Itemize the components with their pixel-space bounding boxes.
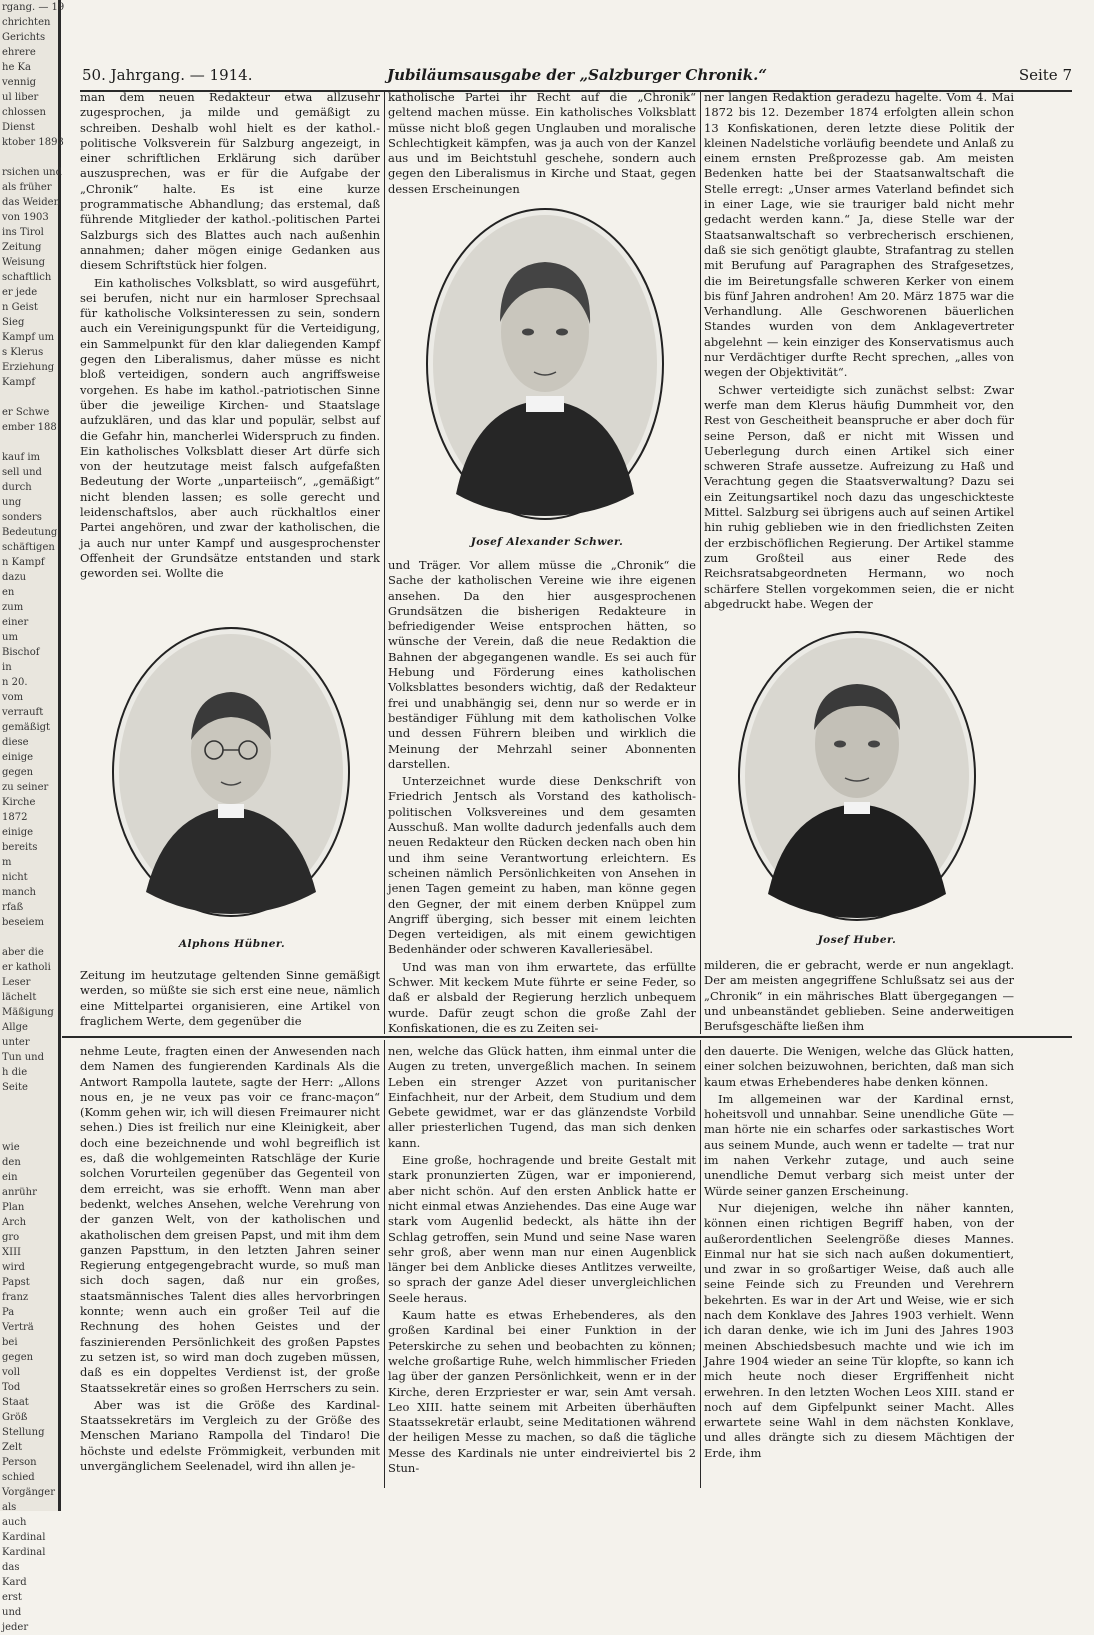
gutter-line: bei bbox=[2, 1337, 18, 1348]
gutter-line: Papst bbox=[2, 1277, 30, 1288]
gutter-line: Leser bbox=[2, 977, 31, 988]
paragraph: Schwer verteidigte sich zunächst selbst: Zwar werfe man dem Klerus häufig Dummheit vor, den Rest von Gescheitheit beanspruche er aber doch für seine Person, daß er nicht mit Wissen und Ueberlegung durch einen Artikel sich einer schweren Strafe aussetze. Aufreizung zu Haß und Verachtung gegen die Staatsverwaltung? Dazu sei ein Zeitungsartikel noch dazu das ungeschickteste Mittel. Salzburg sei übrigens auch auf seinen Artikel hin ruhig geblieben wie in den friedlichsten Zeiten der erzbischöflichen Regierung. Der Artikel stamme zum Großteil aus einer Rede des Reichsratsabgeordneten Hermann, wo noch schärfere Stellen vorgekommen seien, die er nicht abgedruckt habe. Wegen der bbox=[704, 382, 1014, 611]
gutter-line: schäftigen bbox=[2, 542, 55, 553]
gutter-line: n Kampf bbox=[2, 557, 45, 568]
header-title: Jubiläumsausgabe der „Salzburger Chronik.“ bbox=[387, 66, 767, 84]
upper-column-3-bottom bbox=[704, 958, 1014, 1036]
gutter-line: ktober 1893 bbox=[2, 137, 64, 148]
gutter-line: gro bbox=[2, 1232, 20, 1243]
gutter-line: Tun und bbox=[2, 1052, 45, 1063]
gutter-line: er Schwe bbox=[2, 407, 50, 418]
gutter-line: rgang. — 19 bbox=[2, 2, 65, 13]
gutter-line: beseiem bbox=[2, 917, 44, 928]
gutter-line: Vorgänger bbox=[2, 1487, 56, 1498]
gutter-line: erst bbox=[2, 1592, 22, 1603]
gutter-line: Zelt bbox=[2, 1442, 23, 1453]
gutter-line: ehrere bbox=[2, 47, 36, 58]
column-rule bbox=[700, 1040, 701, 1488]
gutter-line: chrichten bbox=[2, 17, 51, 28]
gutter-line: anrühr bbox=[2, 1187, 37, 1198]
paragraph: Ein katholisches Volksblatt, so wird ausgeführt, sei berufen, nicht nur ein harmloser Sprechsaal für katholische Volksinteressen zu sein, sondern auch ein Vereinigungspunkt für die Verteidigung, ein Sammelpunkt für den klar daliegenden Kampf gegen den Liberalismus, daher müsse es nicht bloß verteidigen, sondern auch angriffsweise vorgehen. Es habe im kathol.-patriotischen Sinne über die jeweilige Kirchen- und Staatslage aufzuklären, und das klar und populär, selbst auf die Gefahr hin, mancherlei Widerspruch zu finden. Ein katholisches Volksblatt dieser Art dürfe sich von der heutzutage meist falsch aufgefaßten Bedeutung der Worte „unparteiisch“, „gemäßigt“ nicht blenden lassen; es solle gerecht und leidenschaftslos, aber auch rückhaltlos einer Partei angehören, und zwar der katholischen, die ja auch nur unter Kampf und ausgesprochenster Offenheit der Grundsätze entstanden und stark geworden sei. Wollte die bbox=[80, 275, 380, 581]
gutter-line: chlossen bbox=[2, 107, 46, 118]
gutter-line bbox=[0, 435, 58, 450]
gutter-line: jeder bbox=[2, 1622, 29, 1633]
caption-josef-alexander-schwer: Josef Alexander Schwer. bbox=[470, 536, 624, 548]
lower-column-2 bbox=[388, 1044, 696, 1488]
gutter-line: n Geist bbox=[2, 302, 38, 313]
gutter-line: ein bbox=[2, 1172, 18, 1183]
upper-column-1 bbox=[80, 90, 380, 632]
gutter-line: lächelt bbox=[2, 992, 37, 1003]
gutter-line: s Klerus bbox=[2, 347, 44, 358]
gutter-line: Bedeutung bbox=[2, 527, 58, 538]
gutter-line: voll bbox=[2, 1367, 21, 1378]
gutter-line: vom bbox=[2, 692, 24, 703]
gutter-line: Größ bbox=[2, 1412, 28, 1423]
header-volume: 50. Jahrgang. — 1914. bbox=[82, 66, 253, 84]
paragraph: katholische Partei ihr Recht auf die „Chronik“ geltend machen müsse. Ein katholisches Volksblatt müsse nicht bloß gegen Unglauben und moralische Schlechtigkeit kämpfen, was ja auch von der Kanzel aus und im Beichtstuhl geschehe, sondern auch gegen den Liberalismus in Kirche und Staat, gegen dessen Erscheinungen bbox=[388, 90, 696, 196]
gutter-line: Arch bbox=[2, 1217, 27, 1228]
gutter-line: Zeitung bbox=[2, 242, 42, 253]
lower-column-1 bbox=[80, 1044, 380, 1488]
paragraph: den dauerte. Die Wenigen, welche das Glück hatten, einer solchen beizuwohnen, berichten, daß man sich kaum etwas Erhebenderes habe denken können. bbox=[704, 1044, 1014, 1089]
gutter-line: Bischof bbox=[2, 647, 40, 658]
gutter-line: schaftlich bbox=[2, 272, 52, 283]
gutter-line: gemäßigt bbox=[2, 722, 51, 733]
portrait-alphons-huebner bbox=[106, 622, 356, 922]
adjacent-page-gutter bbox=[0, 0, 65, 1633]
paragraph: Eine große, hochragende und breite Gestalt mit stark pronunzierten Zügen, war er imponierend, aber nicht schön. Auf den ersten Anblick hatte er nicht einmal etwas Anziehendes. Das eine Auge war stark vom Augenlid bedeckt, als hätte ihn der Schlag getroffen, sein Mund und seine Nase waren sehr groß, aber wenn man nur einen Augenblick länger bei dem Anblicke dieses Antlitzes verweilte, so sprach der ganze Adel dieser unvergleichlichen Seele heraus. bbox=[388, 1153, 696, 1305]
gutter-line: den bbox=[2, 1157, 21, 1168]
gutter-line bbox=[0, 1125, 58, 1140]
paragraph: und Träger. Vor allem müsse die „Chronik“ die Sache der katholischen Vereine wie ihre eigenen ansehen. Da den hier ausgesprochenen Grundsätzen die bisherigen Redakteure in befriedigender Weise entsprochen hätten, so wünsche der Verein, daß die neue Redaktion die Bahnen der abgegangenen wandle. Es sei auch für Hebung und Förderung eines katholischen Volksblattes besonders wichtig, daß der Redakteur frei und unabhängig sei, denn nur so werde er in beständiger Fühlung mit dem katholischen Volke und dessen Führern bleiben und wirklich die Meinung der Mehrzahl seiner Abonnenten darstellen. bbox=[388, 558, 696, 771]
upper-column-3-top bbox=[704, 90, 1014, 610]
gutter-line: XIII bbox=[2, 1247, 21, 1258]
gutter-line: um bbox=[2, 632, 18, 643]
portrait-image bbox=[106, 622, 356, 922]
gutter-line: durch bbox=[2, 482, 32, 493]
gutter-line: Stellung bbox=[2, 1427, 45, 1438]
paragraph: ner langen Redaktion geradezu hagelte. Vom 4. Mai 1872 bis 12. Dezember 1874 erfolgten allein schon 13 Konfiskationen, deren letzte diese Politik der kleinen Nadelstiche vorläufig beendete und Anlaß zu einem ernsten Preßprozesse gab. Am meisten Bedenken hatte bei der Staatsanwaltschaft die Stelle erregt: „Unser armes Vaterland befindet sich in einer Lage, wie sie trauriger bald nicht mehr gedacht werden kann.“ Ja, diese Stelle war der Staatsanwaltschaft so verbrecherisch erschienen, daß sie sich genötigt glaubte, Strafantrag zu stellen mit Berufung auf Paragraphen des Strafgesetzes, die im Beiretungsfalle schweren Kerker von einem bis fünf Jahren androhen! Am 20. März 1875 war die Verhandlung. Alle Geschworenen bäuerlichen Standes wurden von dem Anklagevertreter abgelehnt — kein einziger des Konservatismus auch nur Verdächtiger durfte Recht sprechen, „alles von wegen der Objektivität“. bbox=[704, 90, 1014, 380]
gutter-line: Dienst bbox=[2, 122, 35, 133]
paragraph: nehme Leute, fragten einen der Anwesenden nach dem Namen des fungierenden Kardinals Als die Antwort Rampolla lautete, sagte der Herr: „Allons nous en, je ne veux pas voir ce franc-maçon“ (Komm gehen wir, ich will diesen Freimaurer nicht sehen.) Dies ist freilich nur eine Kleinigkeit, aber doch eine bezeichnende und wohl begreiflich ist es, daß die wohlgemeinten Ratschläge der Kurie solchen Vorurteilen gegenüber das Gegenteil von dem erreicht, was sie erhofft. Wenn man aber bedenkt, welches Ansehen, welche Verehrung von der ganzen Welt, von der katholischen und akatholischen dem greisen Papst, und mit ihm dem ganzen Papsttum, in den letzten Jahren seiner Regierung entgegengebracht wurde, so muß man sich doch sagen, daß nur ein großes, staatsmännisches Talent dies alles hervorbringen konnte; wenn auch ein großer Teil auf die Rechnung des hohen Geistes und der faszinierenden Persönlichkeit des großen Papstes zu setzen ist, so wird man doch zugeben müssen, daß es ein doppeltes Verdienst ist, der große Staatssekretär eines so großen Herrschers zu sein. bbox=[80, 1044, 380, 1395]
gutter-line: Erziehung bbox=[2, 362, 55, 373]
gutter-line: in bbox=[2, 662, 12, 673]
gutter-line: als bbox=[2, 1502, 17, 1513]
gutter-line: 1872 bbox=[2, 812, 28, 823]
paragraph: milderen, die er gebracht, werde er nun angeklagt. Der am meisten angegriffene Schlußsatz sei aus der „Chronik“ in ein mährisches Blatt übergegangen — und unbeanständet geblieben. Seine anderweitigen Berufsgeschäfte ließen ihm bbox=[704, 958, 1014, 1034]
gutter-line: m bbox=[2, 857, 12, 868]
gutter-line: sell und bbox=[2, 467, 42, 478]
gutter-line bbox=[0, 150, 58, 165]
gutter-line: unter bbox=[2, 1037, 30, 1048]
gutter-line: er katholi bbox=[2, 962, 51, 973]
gutter-line: Gerichts bbox=[2, 32, 46, 43]
gutter-line: he Ka bbox=[2, 62, 31, 73]
paragraph: Aber was ist die Größe des Kardinal-Staatssekretärs im Vergleich zu der Größe des Menschen Mariano Rampolla del Tindaro! Die höchste und edelste Frömmigkeit, verbunden mit unvergänglichem Seelenadel, wird ihn allen je- bbox=[80, 1397, 380, 1474]
gutter-line: ember 188 bbox=[2, 422, 57, 433]
gutter-line: verrauft bbox=[2, 707, 44, 718]
gutter-line: ins Tirol bbox=[2, 227, 44, 238]
gutter-line: einer bbox=[2, 617, 29, 628]
gutter-line: Tod bbox=[2, 1382, 21, 1393]
gutter-line: Allge bbox=[2, 1022, 28, 1033]
gutter-line: Sieg bbox=[2, 317, 25, 328]
gutter-line: rfaß bbox=[2, 902, 24, 913]
portrait-josef-huber bbox=[732, 626, 982, 926]
gutter-line: zu seiner bbox=[2, 782, 49, 793]
gutter-line: als früher bbox=[2, 182, 52, 193]
gutter-line: franz bbox=[2, 1292, 29, 1303]
gutter-line: Weisung bbox=[2, 257, 45, 268]
caption-alphons-huebner: Alphons Hübner. bbox=[178, 938, 286, 950]
page-header bbox=[82, 60, 1072, 90]
column-rule bbox=[384, 92, 385, 1034]
upper-column-2-top bbox=[388, 90, 696, 200]
gutter-line: bereits bbox=[2, 842, 38, 853]
newspaper-page bbox=[62, 60, 1072, 1490]
column-rule bbox=[384, 1040, 385, 1488]
gutter-line: vennig bbox=[2, 77, 37, 88]
paragraph: Nur diejenigen, welche ihn näher kannten, können einen richtigen Begriff haben, von der außerordentlichen Seelengröße dieses Mannes. Einmal nur hat sie sich nach außen dokumentiert, und zwar in so großartiger Weise, daß auch alle seine Feinde sich zu Freunden und Verehrern bekehrten. Es war in der Art und Weise, wie er sich nach dem Konklave des Jahres 1903 verhielt. Wenn ich daran denke, wie ich im Juni des Jahres 1903 meinen Abschiedsbesuch machte und wie ich im Jahre 1904 wieder an seine Tür klopfte, so kann ich mich heute noch dieser Ergriffenheit nicht erwehren. In den letzten Wochen Leos XIII. stand er noch auf dem Gipfelpunkt seiner Macht. Alles erwartete seine Wahl in dem nächsten Konklave, und alles drängte sich zu diesem Mächtigen der Erde, ihm bbox=[704, 1200, 1014, 1460]
column-rule bbox=[700, 92, 701, 1034]
gutter-line: h die bbox=[2, 1067, 28, 1078]
gutter-line: einige bbox=[2, 827, 34, 838]
paragraph: Im allgemeinen war der Kardinal ernst, hoheitsvoll und unnahbar. Seine unendliche Güte — man hörte nie ein scharfes oder sarkastisches Wort aus seinem Munde, auch wenn er tadelte — trat nur im nahen Verkehr zutage, und auch seine unendliche Demut verbarg sich meist unter der Würde seiner ganzen Erscheinung. bbox=[704, 1091, 1014, 1198]
gutter-line: schied bbox=[2, 1472, 35, 1483]
gutter-line: gegen bbox=[2, 1352, 34, 1363]
gutter-line: Pa bbox=[2, 1307, 15, 1318]
gutter-line: sonders bbox=[2, 512, 42, 523]
portrait-image bbox=[420, 204, 670, 524]
gutter-line: er jede bbox=[2, 287, 38, 298]
paragraph: Zeitung im heutzutage geltenden Sinne gemäßigt werden, so müßte sie sich erst eine neue, nämlich eine Mittelpartei organisieren, eine Artikel von fraglichem Werte, dem gegenüber die bbox=[80, 968, 380, 1028]
gutter-line: Kardinal bbox=[2, 1547, 46, 1558]
gutter-line: Person bbox=[2, 1457, 37, 1468]
gutter-line: en bbox=[2, 587, 15, 598]
gutter-line bbox=[0, 390, 58, 405]
portrait-josef-alexander-schwer bbox=[420, 204, 670, 524]
gutter-line: wie bbox=[2, 1142, 20, 1153]
gutter-line bbox=[0, 1095, 58, 1110]
gutter-line: aber die bbox=[2, 947, 44, 958]
lower-column-3 bbox=[704, 1044, 1014, 1488]
gutter-line: diese bbox=[2, 737, 29, 748]
gutter-line: Kirche bbox=[2, 797, 36, 808]
gutter-line: n 20. bbox=[2, 677, 28, 688]
paragraph: Und was man von ihm erwartete, das erfüllte Schwer. Mit keckem Mute führte er seine Feder, so daß er alsbald der Regierung herzlich unbequem wurde. Dafür zeugt schon die große Zahl der Konfiskationen, die es zu Zeiten sei- bbox=[388, 959, 696, 1035]
gutter-line bbox=[0, 930, 58, 945]
section-rule bbox=[62, 1036, 1072, 1038]
gutter-line: ung bbox=[2, 497, 22, 508]
gutter-line: dazu bbox=[2, 572, 27, 583]
gutter-line: manch bbox=[2, 887, 36, 898]
gutter-line: Mäßigung bbox=[2, 1007, 54, 1018]
header-page-number: Seite 7 bbox=[1018, 66, 1072, 84]
gutter-line: Kampf um bbox=[2, 332, 55, 343]
gutter-line: von 1903 bbox=[2, 212, 49, 223]
gutter-line: auch bbox=[2, 1517, 27, 1528]
gutter-line: Plan bbox=[2, 1202, 25, 1213]
paragraph: Unterzeichnet wurde diese Denkschrift von Friedrich Jentsch als Vorstand des katholisch-politischen Volksvereines und dem gesamten Ausschuß. Man wollte dadurch jedenfalls auch dem neuen Redakteur den Rücken decken nach oben hin und ihm seine Verantwortung erleichtern. Es scheinen nämlich Persönlichkeiten von Ansehen in jenen Tagen gemeint zu haben, man könne gegen den Gegner, der mit einem derben Knüppel zum Angriff überging, sich besser mit einem leichten Degen verteidigen, als mit einem gewichtigen Bedenhänder oder schweren Kavalleriesäbel. bbox=[388, 774, 696, 957]
paragraph: nen, welche das Glück hatten, ihm einmal unter die Augen zu treten, unvergeßlich machen. In seinem Leben ein strenger Azzet von puritanischer Einfachheit, nur der Arbeit, dem Studium und dem Gebete gewidmet, war er das glänzendste Vorbild aller priesterlichen Tugend, das man sich denken kann. bbox=[388, 1044, 696, 1150]
gutter-line: rsichen und bbox=[2, 167, 62, 178]
gutter-line: Kampf bbox=[2, 377, 36, 388]
gutter-line: Staat bbox=[2, 1397, 29, 1408]
gutter-line: Seite bbox=[2, 1082, 28, 1093]
gutter-line: nicht bbox=[2, 872, 28, 883]
paragraph: Kaum hatte es etwas Erhebenderes, als den großen Kardinal bei einer Funktion in der Peterskirche zu sehen und beobachten zu können; welche großartige Ruhe, welch himmlischer Frieden lag über der ganzen Persönlichkeit, wenn er in der Kirche, deren Erzpriester er war, sein Amt versah. Leo XIII. hatte seinem mit Arbeiten überhäuften Staatssekretär erlaubt, seine Meditationen während der heiligen Messe zu machen, so daß die tägliche Messe des Kardinals nie unter eindreiviertel bis 2 Stun- bbox=[388, 1308, 696, 1476]
gutter-line: das bbox=[2, 1562, 20, 1573]
caption-josef-huber: Josef Huber. bbox=[817, 934, 897, 946]
upper-column-2-bottom bbox=[388, 558, 696, 1036]
gutter-line: Verträ bbox=[2, 1322, 34, 1333]
gutter-line: kauf im bbox=[2, 452, 41, 463]
gutter-line: das Weiden bbox=[2, 197, 61, 208]
gutter-line: ul liber bbox=[2, 92, 39, 103]
gutter-line: und bbox=[2, 1607, 22, 1618]
upper-column-1-bottom bbox=[80, 968, 380, 1036]
gutter-line: Kardinal bbox=[2, 1532, 46, 1543]
gutter-line bbox=[0, 1110, 58, 1125]
paragraph: man dem neuen Redakteur etwa allzusehr zugesprochen, ja milde und gemäßigt zu schreiben. Deshalb wohl hielt es der kathol.-politische Volksverein für Salzburg angezeigt, in einer schriftlichen Erklärung sich darüber auszusprechen, was er für die Aufgabe der „Chronik“ halte. Es ist eine kurze programmatische Abhandlung; das erstemal, daß führende Mitglieder der kathol.-politischen Partei Salzburgs sich des Blattes auch nach außenhin annahmen; daher mögen einige Gedanken aus diesem Schriftstück hier folgen. bbox=[80, 90, 380, 273]
gutter-line: wird bbox=[2, 1262, 25, 1273]
gutter-line: gegen bbox=[2, 767, 34, 778]
portrait-image bbox=[732, 626, 982, 926]
gutter-line: zum bbox=[2, 602, 24, 613]
gutter-line: Kard bbox=[2, 1577, 27, 1588]
gutter-line: einige bbox=[2, 752, 34, 763]
